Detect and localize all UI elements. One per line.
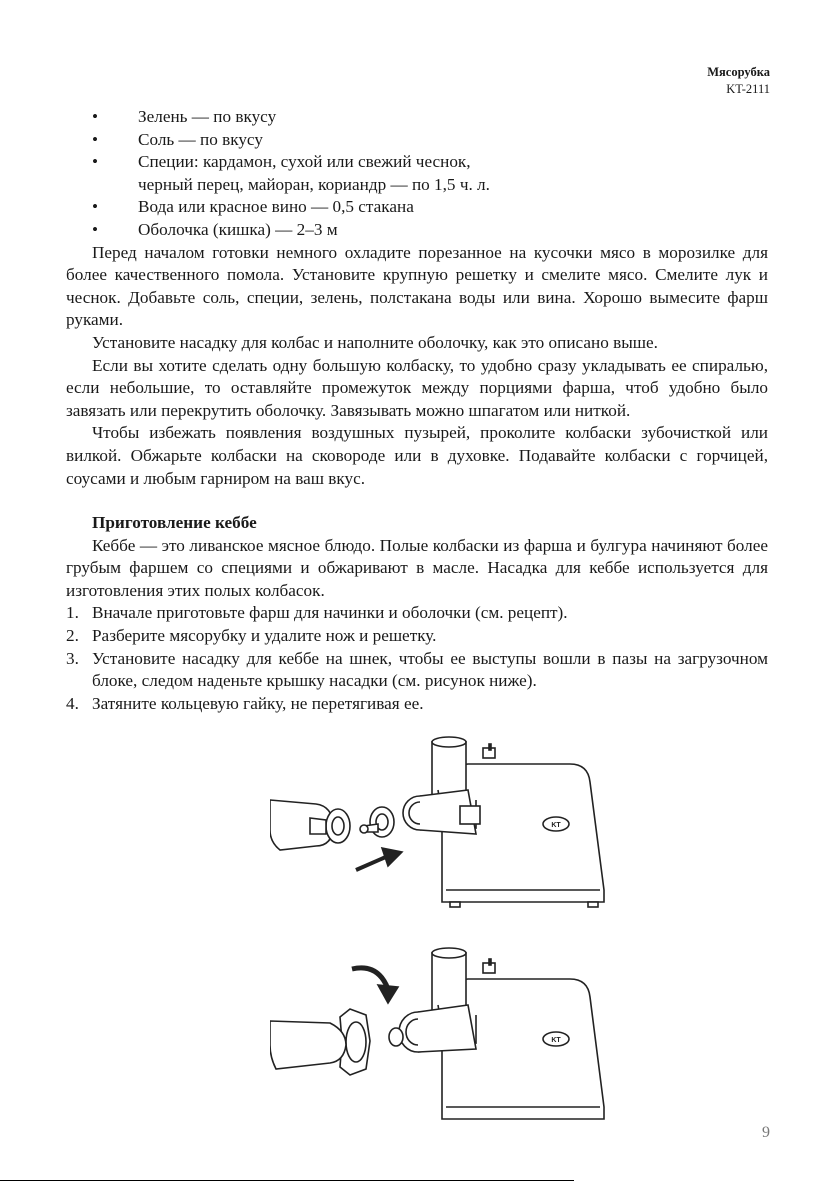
bullet-item	[66, 196, 768, 219]
rotation-arrow-icon	[352, 968, 398, 1003]
step-text: Разберите мясорубку и удалите нож и решетку.	[92, 626, 437, 646]
header-title: Мясорубка	[707, 65, 770, 79]
bullet-continuation	[66, 174, 768, 197]
bullet-item	[66, 151, 768, 174]
bullet-item	[66, 129, 768, 152]
kebbe-cone	[270, 800, 350, 850]
ring-nut-tightening-illustration	[270, 945, 610, 1130]
paragraph: Установите насадку для колбас и наполните оболочку, как это описано выше.	[92, 332, 658, 352]
section-intro: Кеббе — это ливанское мясное блюдо. Полые колбаски из фарша и булгура начиняют более грубым фаршем со специями и обжаривают в масле. Насадка для кеббе используется для изготовления этих полых колбасок.	[66, 535, 768, 600]
header-model: KT-2111	[726, 82, 770, 96]
bullet-text: Оболочка (кишка) — 2–3 м	[138, 219, 338, 239]
grinder-head	[389, 1005, 476, 1052]
step-number: 1.	[66, 603, 79, 623]
bullet-text: Зелень — по вкусу	[138, 107, 277, 126]
bullet-symbol: •	[92, 152, 99, 172]
bullet-text: Специи: кардамон, сухой или свежий чеснок,	[138, 152, 471, 172]
step-item	[66, 602, 768, 625]
step-number: 2.	[66, 626, 79, 646]
kebbe-assembly-illustration	[270, 730, 610, 915]
paragraph: Чтобы избежать появления воздушных пузырей, проколите колбаски зубочисткой или вилкой. Обжарьте колбаски на сковороде или в духовке. Подавайте колбаски с горчицей, соусами и любым гарниром на ваш вкус.	[66, 423, 768, 488]
bullet-item	[66, 219, 768, 242]
step-item	[66, 693, 768, 716]
section-heading: Приготовление кеббе	[92, 513, 257, 533]
step-number: 4.	[66, 693, 79, 713]
paragraph: Перед началом готовки немного охладите порезанное на кусочки мясо в морозилке для более качественного помола. Установите крупную решетку и смелите мясо. Смелите лук и чеснок. Добавьте соль, специи, зелень, полстакана воды или вина. Хорошо вымесите фарш руками.	[66, 242, 768, 330]
bullet-symbol: •	[92, 107, 99, 126]
grinder-head	[403, 790, 480, 834]
bullet-symbol: •	[92, 197, 99, 217]
kebbe-cutter	[360, 807, 394, 837]
page-body	[66, 106, 768, 715]
bullet-text: черный перец, майоран, кориандр — по 1,5 ч. л.	[138, 174, 490, 194]
step-item	[66, 625, 768, 648]
step-text: Установите насадку для кеббе на шнек, чтобы ее выступы вошли в пазы на загрузочном блоке, следом наденьте крышку насадки (см. рисунок ниже).	[92, 648, 768, 691]
page-number: 9	[762, 1124, 770, 1141]
bullet-symbol: •	[92, 129, 99, 149]
step-text: Вначале приготовьте фарш для начинки и оболочки (см. рецепт).	[92, 603, 568, 623]
bullet-item	[66, 106, 768, 129]
bullet-symbol: •	[92, 219, 99, 239]
svg-text:KT: KT	[551, 822, 561, 829]
page-header	[707, 64, 770, 98]
footer-rule	[0, 1180, 574, 1181]
bullet-text: Вода или красное вино — 0,5 стакана	[138, 197, 414, 217]
svg-text:KT: KT	[551, 1037, 561, 1044]
ring-nut	[270, 1009, 370, 1075]
direction-arrow-icon	[356, 848, 402, 870]
step-text: Затяните кольцевую гайку, не перетягивая ее.	[92, 693, 424, 713]
paragraph: Если вы хотите сделать одну большую колбаску, то удобно сразу укладывать ее спиралью, если небольшие, то оставляйте промежуток между порциями фарша, чтоб удобно было завязать или перекрутить оболочку. Завязывать можно шпагатом или ниткой.	[66, 355, 768, 420]
bullet-text: Соль — по вкусу	[138, 129, 263, 149]
step-number: 3.	[66, 648, 79, 668]
step-item	[66, 648, 768, 693]
